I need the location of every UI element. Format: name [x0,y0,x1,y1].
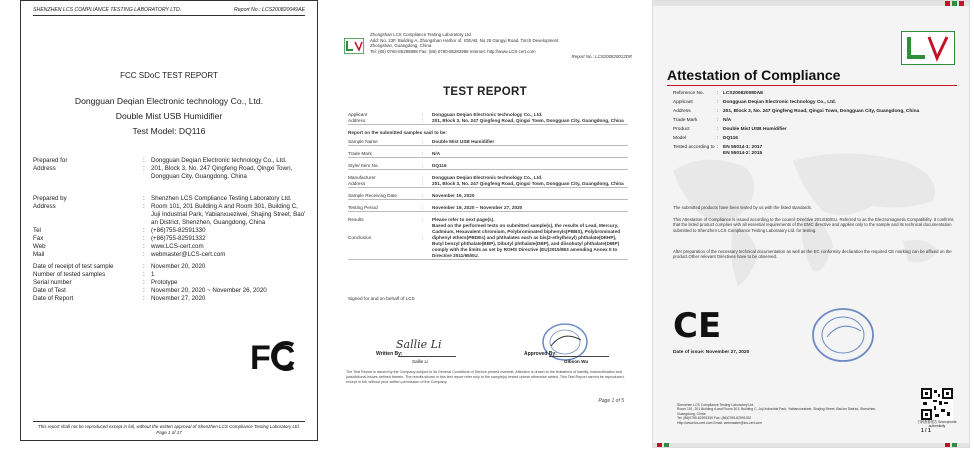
field-label: Sample Name [348,139,378,144]
field-value: Based on the performed tests on submitted sample(s), the results of Lead, Mercury, Cadmium, Hexavalent chromium, Polybrominated biphenyls(PBBS), Polybrominated diphenyl ethers(PBDEs) and phthalates such as bis(2-ethylhexyl) phthalate(DEHP), Butyl benzyl phthalate(BBP), Dibutyl phthalate(DBP), and diisobutyl phthalate(DIBP) comply with the limits as set by ROHS Directive (EU)2015/863 amending Annex II to Directive 2011/65/EU. [432,223,621,258]
field-value: Prototype [151,279,178,286]
lab-footer [677,403,892,425]
page-header [33,7,305,16]
field-label: Address [33,165,56,172]
test-report-page [334,26,636,446]
footer-lab-name: Shenzhen LCS Compliance Testing Laboratory Ltd. [677,403,755,407]
corner-square [945,1,950,6]
lab-name: Zhongshan LCS Compliance Testing Laboratory Ltd. [370,32,472,37]
field-label: Address [348,118,366,123]
footer-notice: This report shall not be reproduced except in full, without the written approval of Shenzhen LCS Compliance Testing Laboratory Ltd. [38,424,300,429]
field-label: Conclusion [348,235,372,240]
ce-mark-text: CE [673,306,722,340]
standard-2: EN 55014-2: 2015 [723,151,763,156]
report-fields: Applicant : Dongguan Deqian Electronic technology Co., Ltd. Address : 201, Block 3, No. 247 Qingfeng Road, Qingxi Town, Dongguan City, Guangdong, China Report on the submitted samples said to be: Sample Name : Double Mist USB Humidifier Trade Mark : N/A Style/ Item No. : DQ116 Manufacturer : Dongguan Deqian Electronic technology Co., Ltd. Address : 201, Block 3, No. 247 Qingfeng Road, Qingxi Town, Dongguan City, Guangdong, China Sample Receiving Date : November 19, 2020 Testing Period : November 19, 2020 ~ November 27, 2020 Results : Please refer to next page(s). Conclusion : Based on the performed tests on submitted sample(s), the results of Lead, Mercury, Cadmium, Hexavalent chromium, Polybrominated biphenyls(PBBS), Polybrominated diphenyl ethers(PBDEs) and phthalates such as bis(2-ethylhexyl) phthalate(DEHP), Butyl benzyl phthalate(BBP), Dibutyl phthalate(DBP), and diisobutyl phthalate(DIBP) comply with the limits as set by ROHS Directive (EU)2015/863 amending Annex II to Directive 2011/65/EU. [348,112,628,265]
corner-square [664,443,669,448]
field-label: Address [348,181,366,186]
field-label: Trade Mark [348,151,372,156]
qr-code-icon [921,388,953,420]
lab-city: Zhongshan, Guangdong, China [370,43,432,49]
field-label: Tested according to [673,145,715,150]
page-number: Page 1 of 5 [598,398,624,404]
ce-mark-icon [673,306,725,340]
field-label: Date of Report [33,295,74,302]
field-value: webmaster@LCS-cert.com [151,251,226,258]
bottom-band [653,443,969,448]
field-value: 1 [151,271,155,278]
corner-square [952,1,957,6]
company-name: Dongguan Deqian Electronic technology Co., Ltd. [74,96,264,106]
field-label: Mail [33,251,45,258]
corner-square [657,443,662,448]
field-label: Manufacturer [348,175,376,180]
page-number: Page 1 of 17 [156,430,182,435]
field-value: Dongguan Deqian Electronic technology Co., Ltd. [151,157,287,164]
lab-stamp-icon [811,307,875,363]
field-value: November 27, 2020 [151,295,206,302]
field-value: Double Mist USB Humidifier [723,127,787,132]
corner-square [959,1,964,6]
field-value: Room 101, 201 Building A and Room 301, Building C, Juji Industrial Park, Yabianxueziwei, Shajing Street, Bao' an District, Shenzhen, Guangdong, China [151,203,306,226]
field-value: 201, Block 3, No. 247 Qingfeng Road, Qingxi Town, Dongguan City, Guangdong, China [432,118,624,123]
field-value: Double Mist USB Humidifier [432,139,495,144]
report-title: FCC SDoC TEST REPORT [120,71,218,80]
report-subheading: Report on the submitted samples said to be: [348,130,447,135]
field-label: Number of tested samples [33,271,106,278]
footer-contacts: Tel: (86)0755-82591330 Fax: (86)0755-82591332 [677,416,752,421]
field-value: DQ116 [432,163,447,168]
field-value: November 19, 2020 [432,193,475,198]
lcs-logo-icon [344,38,364,54]
statement-para-2: This Attestation of Compliance is issued according to the council Directive 2014/30/EU. Referred to as the Electromagnetic Compatibility. It confirms that the listed product complies with all essential requirements of the EMC directive and applies only to the sample and its technical documentation submitted to Shenzhen LCS Compliance Testing Laboratory Ltd. for testing. [673,217,954,233]
prepared-for-block: Prepared for : Dongguan Deqian Electronic technology Co., Ltd. Address : 201, Block 3, No. 247 Qingfeng Road, Qingxi Town, Dongguan City, Guangdong, China [33,157,307,181]
field-label: Style/ Item No. [348,163,379,168]
top-band [653,1,969,6]
corner-square [945,443,950,448]
signature-line [549,356,609,357]
date-of-issue: Date of issue: November 27, 2020 [673,350,750,355]
field-value: Dongguan Deqian Electronic technology Co., Ltd. [432,175,543,180]
field-value: N/A [432,151,441,156]
attestation-of-compliance-page [652,0,970,448]
signature-line [398,356,456,357]
field-value: 201, Block 3, No. 247 Qingfeng Road, Qingxi Town, Dongguan City, Guangdong, China [151,165,293,180]
field-value: N/A [723,118,732,123]
lab-address-block [370,32,632,60]
fcc-logo-icon [249,339,299,373]
footer-address: Room 101, 201 Building A and Room 301, Building C, Juji Industrial Park, Yabianxueziwei, Shajing Street, Bao'an District, Shenzhen, Guangdong, China [677,407,877,416]
lcs-logo-icon [901,31,955,65]
field-value: 201, Block 3, No. 247 Qingfeng Road, Qingxi Town, Dongguan City, Guangdong, China [723,109,920,114]
field-value: www.LCS-cert.com [151,243,204,250]
page-number: 1 / 1 [921,428,931,434]
signed-on-behalf: Signed for and on behalf of LCS [348,296,415,301]
field-value: Dongguan Deqian Electronic technology Co., Ltd. [723,100,836,105]
field-value: Dongguan Deqian Electronic technology Co., Ltd. [432,112,543,117]
lab-contacts: Tel: (86) 0760-85285888 Fax: (86) 0760-85282988 Internet: http://www.LCS-cert.com [370,48,536,54]
field-label: Applicant [673,100,693,105]
field-label: Testing Period [348,205,378,210]
field-label: Reference No. [673,91,704,96]
lab-address: Add: No. 23F, Building A, Zhongshan Harbor of, IOEAB, No 25 Gangyi Road, Torch Development [370,37,559,43]
field-label: Model [673,136,687,141]
field-label: Address [673,109,691,114]
field-label: Applicant [348,112,368,117]
disclaimer: The Test Report is issued by the Company subject to its General Conditions of Service printed overleaf. Attention is drawn to the limitations of liability, indemnification and jurisdictional issues defined therein. The results shown in this test report refer only to the sample(s) tested unless otherwise stated. This Test Report cannot be reproduced, except in full, without prior written permission of the Company. [346,370,625,384]
field-value: Shenzhen LCS Compliance Testing Laboratory Ltd. [151,195,292,202]
title-underline [667,85,957,86]
header-lab-name: SHENZHEN LCS COMPLIANCE TESTING LABORATORY LTD. [33,7,182,13]
fcc-sdoc-report-page [20,0,318,441]
statement-para-3: After preparation of the necessary technical documentation as well as the EC conformity declaration the required CE marking can be affixed on the product.Other relevant Directives have to be observed. [673,249,952,260]
footer-web: Http://www.lcs-cert.com Email: webmaster@lcs-cert.com [677,420,763,425]
attestation-fields: Reference No. : LCS200820080AE Applicant : Dongguan Deqian Electronic technology Co., Ltd. Address : 201, Block 3, No. 247 Qingfeng Road, Qingxi Town, Dongguan City, Guangdong, China Trade Mark : N/A Product : Double Mist USB Humidifier Model : DQ116 Tested according to : EN 55014-1: 2017 EN 55014-2: 2015 [673,91,958,160]
field-label: Date of Test [33,287,66,294]
field-label: Prepared by [33,195,67,202]
field-value: (+86)755-82591330 [151,227,206,234]
field-label: Prepared for [33,157,68,164]
report-no: Report No.: LCS200820012DR [571,54,632,60]
statement-para-1: The submitted products have been tested by us with the listed standards. [673,205,813,210]
page-title: Attestation of Compliance [667,67,841,83]
report-title: TEST REPORT [443,86,527,98]
field-value: November 19, 2020 ~ November 27, 2020 [432,205,523,210]
field-value: November 20, 2020 ~ November 26, 2020 [151,287,267,294]
fcc-logo-text: FC [250,339,296,373]
header-report-no: Report No.: LCS200820049AE [234,7,305,13]
qr-caption: 扫码查看报告 Scan qrcode authenticity [917,420,957,428]
approved-by-label: Approved By: [524,351,557,357]
field-label: Date of receipt of test sample [33,263,114,270]
field-label: Results [348,217,364,222]
test-model: Test Model: DQ116 [132,126,206,136]
field-label: Fax [33,235,44,242]
product-name: Double Mist USB Humidifier [115,111,223,121]
signature-text: Sallie Li [396,338,442,351]
approved-by-name: Gibson Wu [564,359,589,364]
written-by-label: Written By: [376,351,403,357]
dates-block: Date of receipt of test sample : November 20, 2020 Number of tested samples : 1 Serial number : Prototype Date of Test : November 20, 2020 ~ November 26, 2020 Date of Report : November 27, 2020 [33,263,307,303]
field-label: Web [33,243,46,250]
field-value: November 20, 2020 [151,263,206,270]
field-label: Serial number [33,279,72,286]
standard-1: EN 55014-1: 2017 [723,145,763,150]
field-label: Product [673,127,690,132]
page-footer [33,421,305,436]
field-label: Trade Mark [673,118,698,123]
written-by-name: Sallie Li [412,359,429,364]
corner-square [952,443,957,448]
field-label: Sample Receiving Date [348,193,397,198]
field-label: Address [33,203,56,210]
field-value: Please refer to next page(s). [432,217,495,222]
field-label: Tel [33,227,41,234]
prepared-by-block: Prepared by : Shenzhen LCS Compliance Testing Laboratory Ltd. Address : Room 101, 201 Building A and Room 301, Building C, Juji Industrial Park, Yabianxueziwei, Shajing Street, Bao' an District, Shenzhen, Guangdong, China Tel : (+86)755-82591330 Fax : (+86)755-82591332 Web : www.LCS-cert.com Mail : webmaster@LCS-cert.com [33,195,306,258]
field-value: DQ116 [723,136,738,141]
field-value: 201, Block 3, No. 247 Qingfeng Road, Qingxi Town, Dongguan City, Guangdong, China [432,181,624,186]
field-value: LCS200820080AE [723,91,764,96]
field-value: (+86)755-82591332 [151,235,206,242]
